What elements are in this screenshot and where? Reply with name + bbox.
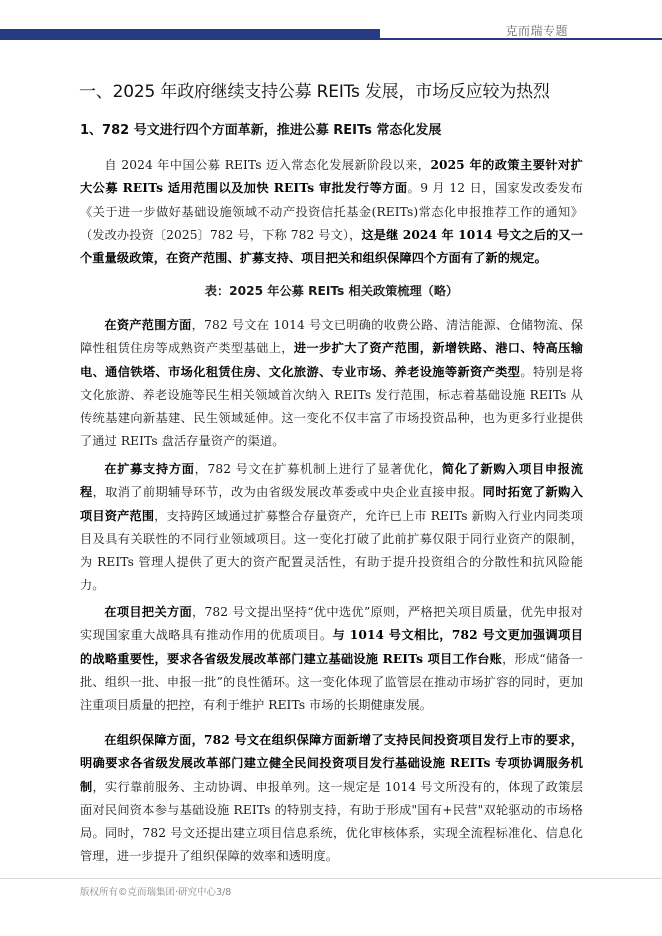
paragraph-project-review-text-2: ，形成“储备一批、组织一批、申报一批”的良性循环。这一变化体现了监管层在推动市场扩容的同时，更加注重项目质量的把控，有利于维护 REITs 市场的长期健康发展。 [80,651,583,713]
subsection-title: 1、782 号文进行四个方面革新，推进公募 REITs 常态化发展 [80,123,442,138]
paragraph-expansion-text-1: ，782 号文在扩募机制上进行了显著优化， [194,462,442,476]
paragraph-expansion-bold-2: 简化了新购入项目申报流程 [80,462,583,500]
paragraph-intro-text-1: 自 2024 年中国公募 REITs 迈入常态化发展新阶段以来， [104,158,431,172]
paragraph-expansion-bold-3: 同时拓宽了新购入项目资产范围 [80,485,583,523]
paragraph-asset-scope-text-2: 。特别是将文化旅游、养老设施等民生相关领域首次纳入 REITs 发行范围，标志着基础设施 REITs 从传统基建向新基建、民生领域延伸。这一变化不仅丰富了市场投资品种，也为更多行业提供了通过 REITs 盘活存量资产的渠道。 [80,364,584,449]
paragraph-asset-scope [80,314,583,454]
footer-copyright: 版权所有©克而瑞集团·研究中心3/8 [80,887,232,898]
paragraph-expansion-bold-1: 在扩募支持方面 [104,462,195,476]
paragraph-organization-bold-1: 在组织保障方面，782 号文在组织保障方面新增了支持民间投资项目发行上市的要求，明确要求各省级发展改革部门建立健全民间投资项目发行基础设施 REITs 专项协调服务机制 [80,733,583,794]
table-caption: 表：2025 年公募 REITs 相关政策梳理（略） [204,284,459,298]
paragraph-expansion-text-2: ，取消了前期辅导环节，改为由省级发展改革委或中央企业直接申报。 [92,485,483,500]
paragraph-expansion [80,458,583,598]
paragraph-project-review [80,601,583,717]
paragraph-asset-scope-bold-1: 在资产范围方面 [104,318,192,332]
section-title: 一、2025 年政府继续支持公募 REITs 发展，市场反应较为热烈 [79,82,550,102]
paragraph-project-review-bold-1: 在项目把关方面 [104,605,192,619]
paragraph-intro-bold-1: 2025 年的政策主要针对扩大公募 REITs 适用范围以及加快 REITs 审批发行等方面 [80,158,583,196]
paragraph-intro-bold-2: 这是继 2024 年 1014 号文之后的又一个重量级政策，在资产范围、扩募支持、项目把关和组织保障四个方面有了新的规定。 [80,227,583,266]
footer-divider [0,878,662,879]
paragraph-intro-text-2: 。9 月 12 日，国家发改委发布《关于进一步做好基础设施领域不动产投资信托基金(REITs)常态化申报推荐工作的通知》（发改办投资〔2025〕782 号，下称 782 号文）， [80,181,583,242]
header-bar-dark [0,29,380,40]
paragraph-asset-scope-bold-2: 进一步扩大了资产范围，新增铁路、港口、特高压输电、通信铁塔、市场化租赁住房、文化旅游、专业市场、养老设施等新资产类型 [80,341,583,379]
paragraph-asset-scope-text-1: ，782 号文在 1014 号文已明确的收费公路、清洁能源、仓储物流、保障性租赁住房等成熟资产类型基础上， [80,318,584,356]
paragraph-organization-text-1: ，实行靠前服务、主动协调、申报单列。这一规定是 1014 号文所没有的，体现了政策层面对民间资本参与基础设施 REITs 的特别支持，有助于形成"国有+民营"双轮驱动的市场格局。同时，782 号文还提出建立项目信息系统，优化审核体系，实现全流程标准化、信息化管理，进一步提升了组织保障的效率和透明度。 [80,779,583,864]
paragraph-intro [80,154,583,270]
paragraph-project-review-text-1: ，782 号文提出坚持“优中选优”原则，严格把关项目质量，优先申报对实现国家重大战略具有推动作用的优质项目。 [80,605,583,643]
brand-label: 克而瑞专题 [505,24,568,38]
paragraph-organization [80,729,583,869]
paragraph-expansion-text-3: ，支持跨区域通过扩募整合存量资产，允许已上市 REITs 新购入行业内同类项目及具有关联性的不同行业领域项目。这一变化打破了此前扩募仅限于同行业资产的限制，为 REITs 管理人提供了更大的资产配置灵活性，有助于提升投资组合的分散性和抗风险能力。 [80,508,583,593]
paragraph-project-review-bold-2: 与 1014 号文相比，782 号文更加强调项目的战略重要性，要求各省级发展改革部门建立基础设施 REITs 项目工作台账 [80,628,584,666]
